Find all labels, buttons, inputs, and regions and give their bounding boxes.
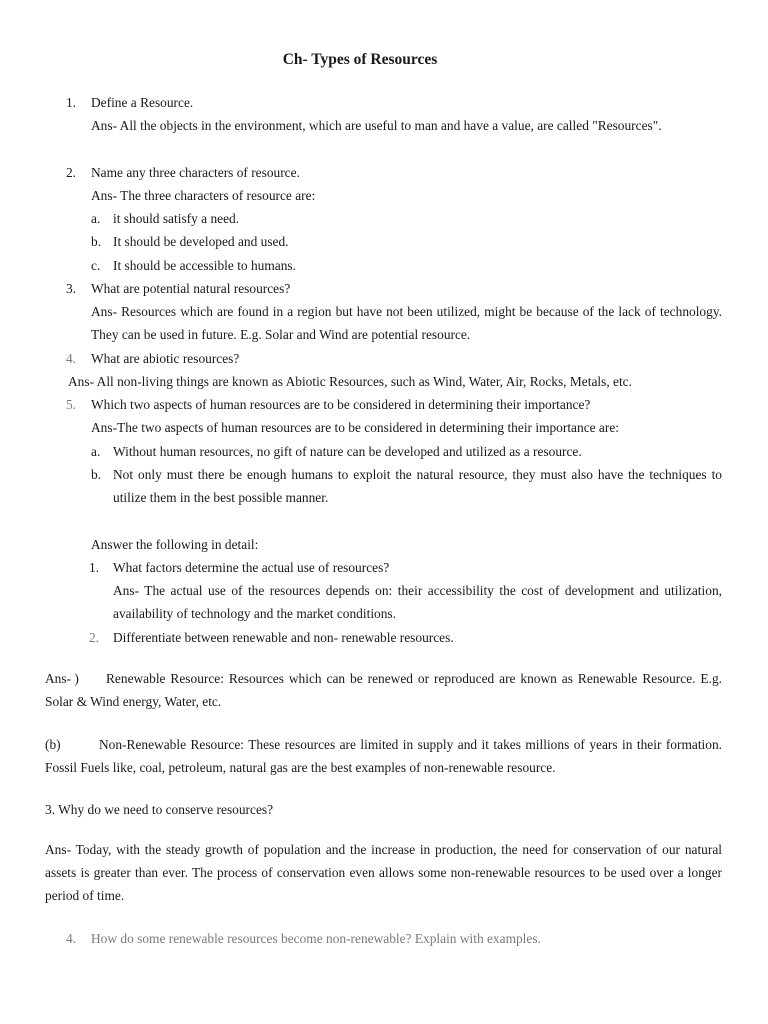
q2-item-text: it should satisfy a need.: [113, 211, 240, 226]
q5-number: 5.: [65, 397, 76, 412]
q2-number: 2.: [65, 165, 76, 180]
nonrenewable-answer-prefix: (b): [45, 737, 61, 752]
q2-answer-intro: Ans- The three characters of resource are:: [91, 188, 316, 203]
q2-question: Name any three characters of resource.: [91, 165, 300, 180]
q5-question: Which two aspects of human resources are to be considered in determining their importance?: [91, 397, 591, 412]
conserve-answer: Ans- Today, with the steady growth of population and the increase in production, the need for conservation of our natural assets is greater than ever. The process of conservation even allows some non-renewable resources to be used over a longer period of time.: [45, 842, 722, 904]
q1-number: 1.: [65, 95, 76, 110]
q2-item-text: It should be developed and used.: [113, 234, 289, 249]
page-title: Ch- Types of Resources: [282, 51, 438, 68]
q2-item-marker: c.: [91, 258, 101, 273]
q4-answer: Ans- All non-living things are known as Abiotic Resources, such as Wind, Water, Air, Rocks, Metals, etc.: [68, 374, 632, 389]
d1-number: 1.: [88, 560, 99, 575]
q5-item-marker: a.: [91, 444, 101, 459]
renewable-to-nonrenewable-question: How do some renewable resources become non-renewable? Explain with examples.: [91, 931, 541, 946]
q4-question: What are abiotic resources?: [91, 351, 240, 366]
d2-question: Differentiate between renewable and non- renewable resources.: [113, 630, 454, 645]
d2-number: 2.: [88, 630, 99, 645]
q4-number: 4.: [65, 351, 76, 366]
renewable-to-nonrenewable-number: 4.: [65, 931, 76, 946]
q5-item-text: Not only must there be enough humans to exploit the natural resource, they must also have the techniques to utilize them in the best possible manner.: [113, 467, 722, 506]
renewable-answer-prefix: Ans- ): [45, 671, 79, 686]
renewable-answer: [45, 667, 722, 713]
q2-item-text: It should be accessible to humans.: [113, 258, 296, 273]
q5-item-marker: b.: [91, 467, 102, 482]
q2-item-marker: b.: [91, 234, 102, 249]
detail-heading: Answer the following in detail:: [91, 537, 259, 552]
q2-item-marker: a.: [91, 211, 101, 226]
q1-answer: Ans- All the objects in the environment, which are useful to man and have a value, are called "Resources".: [91, 118, 662, 133]
q5-item-text: Without human resources, no gift of nature can be developed and utilized as a resource.: [113, 444, 582, 459]
renewable-answer-text: Renewable Resource: Resources which can be renewed or reproduced are known as Renewable Resource. E.g. Solar & Wind energy, Water, etc.: [45, 671, 722, 710]
q3-answer: Ans- Resources which are found in a region but have not been utilized, might be because of the lack of technology. They can be used in future. E.g. Solar and Wind are potential resource.: [91, 304, 722, 343]
q3-question: What are potential natural resources?: [91, 281, 291, 296]
nonrenewable-answer: [45, 733, 722, 779]
d1-answer: Ans- The actual use of the resources depends on: their accessibility the cost of development and utilization, availability of technology and the market conditions.: [113, 583, 722, 622]
conserve-question: 3. Why do we need to conserve resources?: [45, 802, 274, 817]
q3-number: 3.: [65, 281, 76, 296]
q5-answer-intro: Ans-The two aspects of human resources are to be considered in determining their importance are:: [91, 420, 619, 435]
nonrenewable-answer-text: Non-Renewable Resource: These resources are limited in supply and it takes millions of years in their formation. Fossil Fuels like, coal, petroleum, natural gas are the best examples of non-renewable resource.: [45, 737, 722, 776]
d1-question: What factors determine the actual use of resources?: [113, 560, 390, 575]
q1-question: Define a Resource.: [91, 95, 194, 110]
